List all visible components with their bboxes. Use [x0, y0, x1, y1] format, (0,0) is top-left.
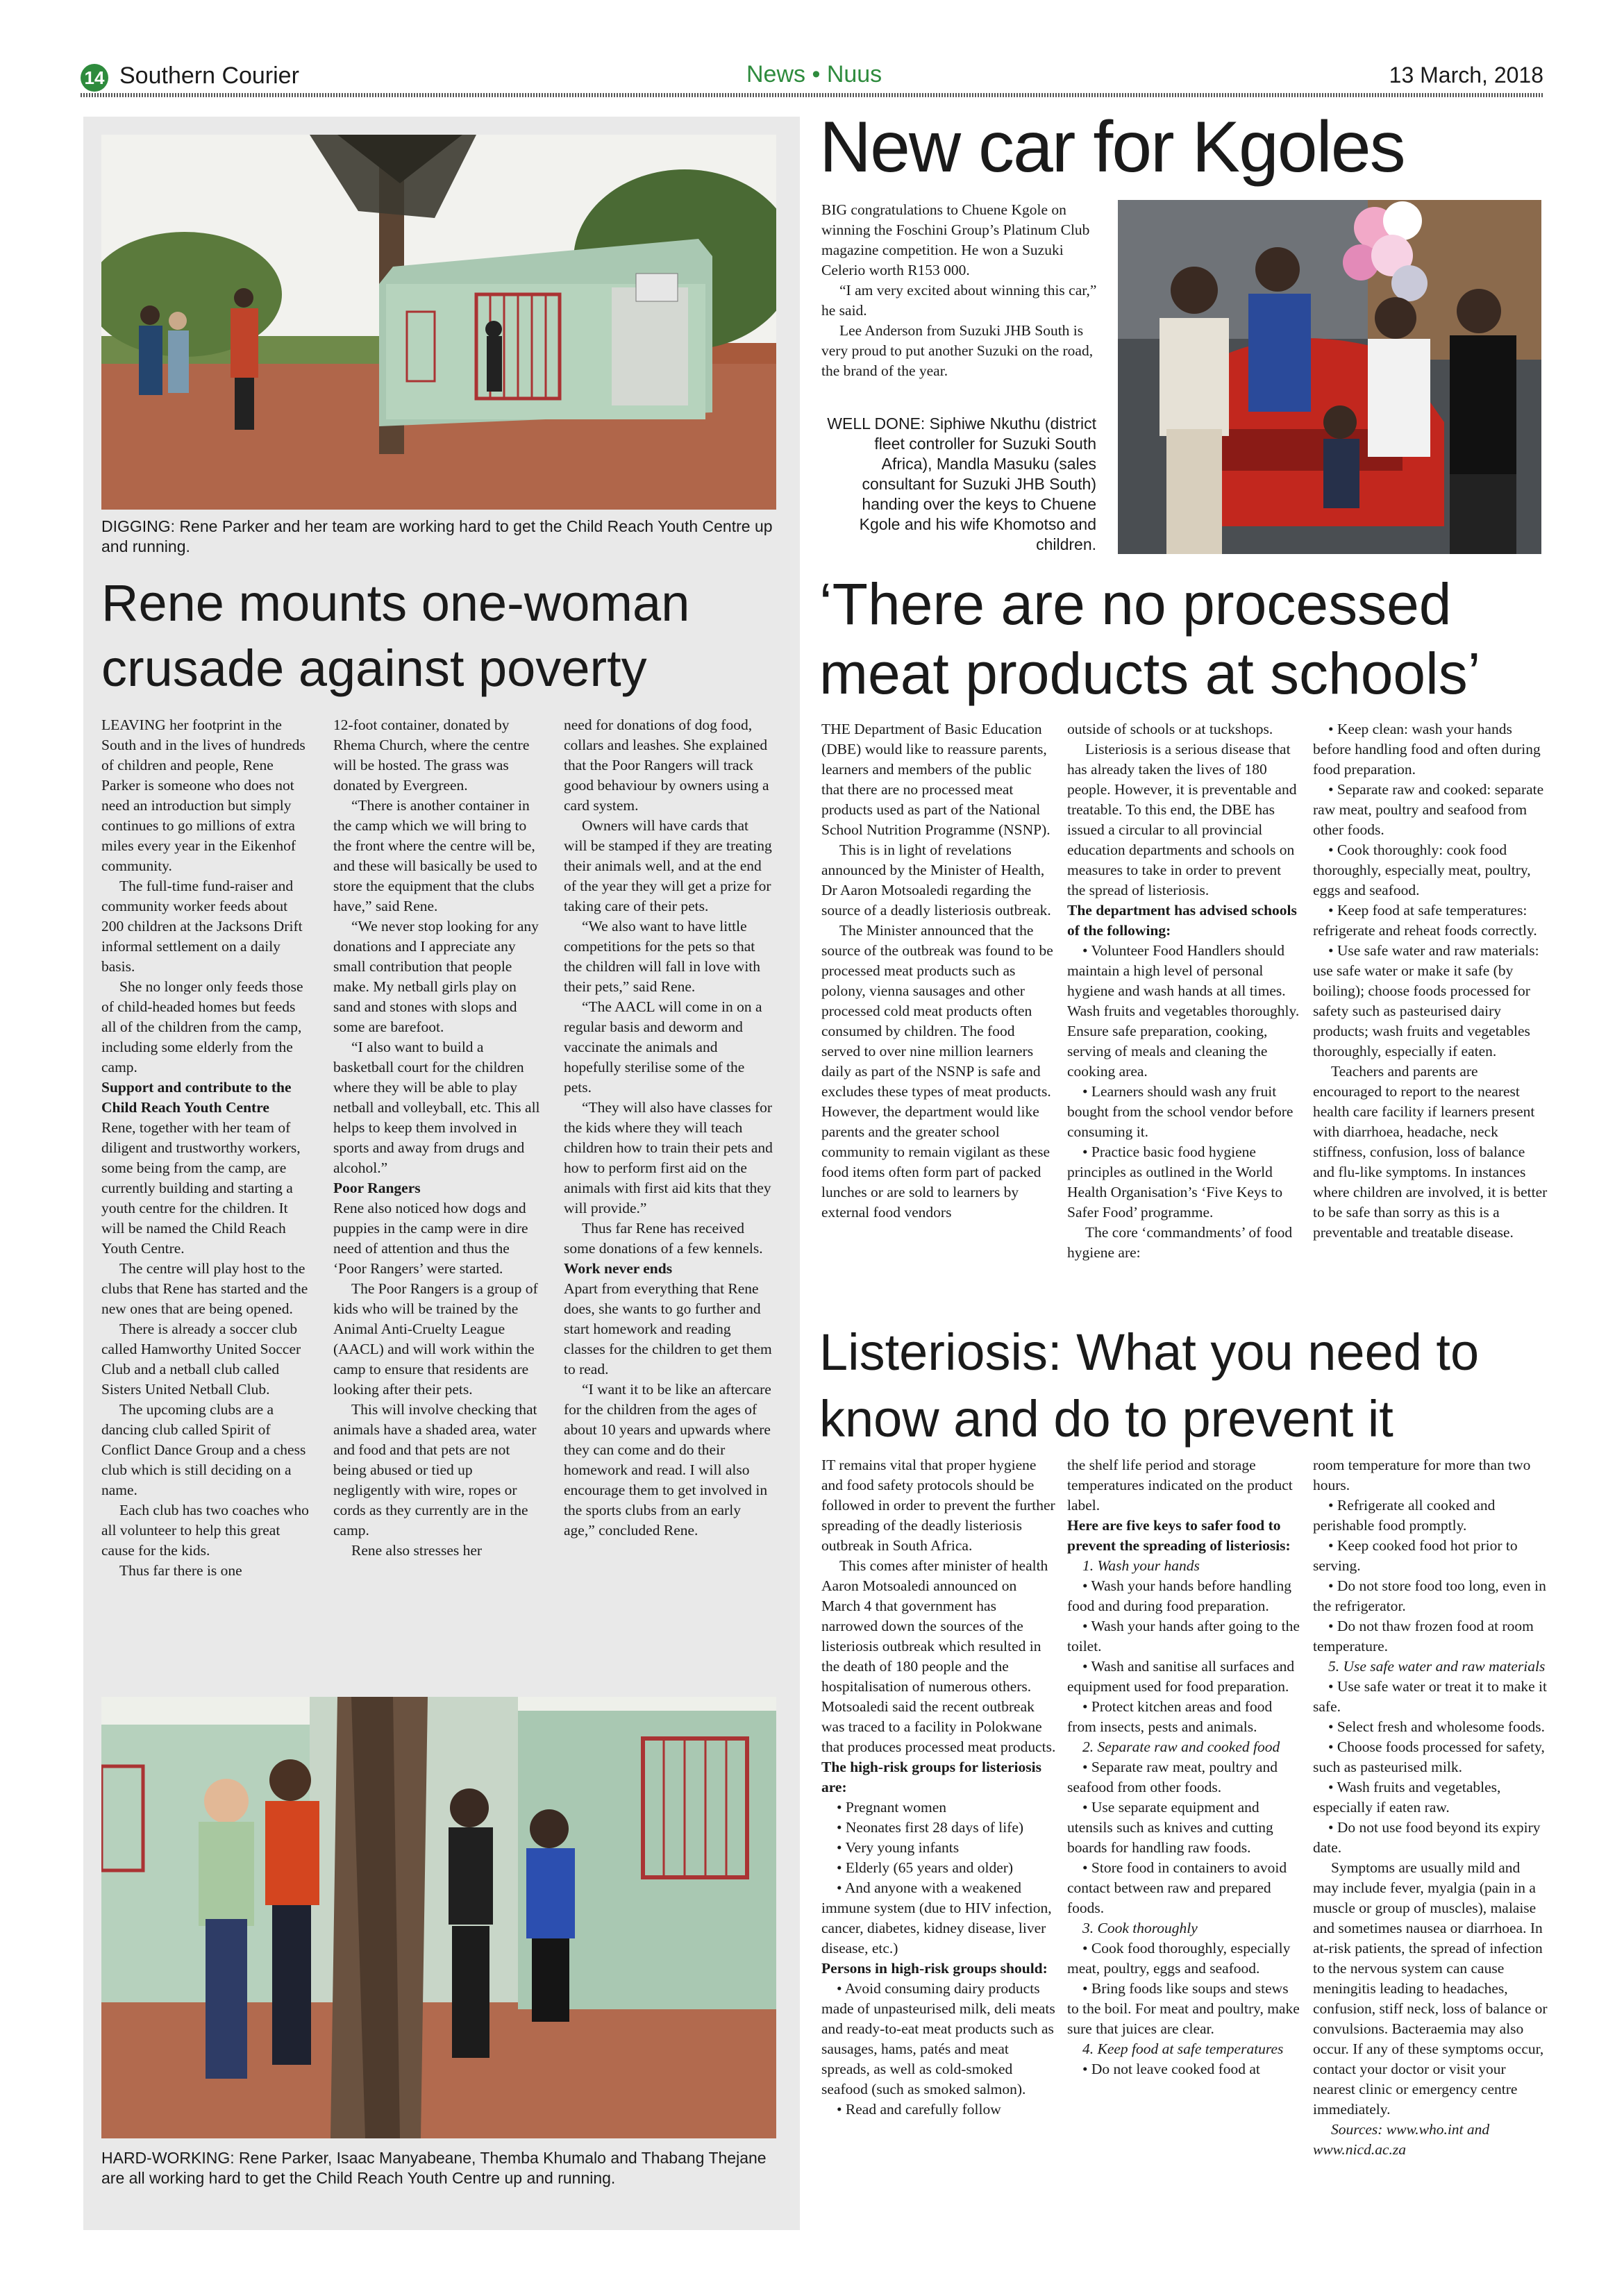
paragraph: “I want it to be like an aftercare for the children from the ages of about 10 years and upwards where they can come and do their homework and read. I will also encourage them to get involved in the sports clubs from an early age,” concluded Rene.	[564, 1381, 771, 1539]
bullet-item: • Elderly (65 years and older)	[837, 1859, 1014, 1876]
subheading: Support and contribute to the Child Reach Youth Centre	[101, 1079, 292, 1116]
paragraph: BIG congratulations to Chuene Kgole on winning the Foschini Group’s Platinum Club magazine competition. He won a Suzuki Celerio worth R153 000.	[821, 201, 1090, 278]
bullet-item: • Refrigerate all cooked and perishable food promptly.	[1313, 1497, 1496, 1534]
paragraph: The upcoming clubs are a dancing club called Spirit of Conflict Dance Group and a chess club which is still deciding on a name.	[101, 1401, 306, 1498]
paragraph: The full-time fund-raiser and community worker feeds about 200 children at the Jacksons Drift informal settlement on a daily basis.	[101, 878, 303, 975]
numbered-key: 4. Keep food at safe temperatures	[1082, 2041, 1284, 2057]
paragraph: This is in light of revelations announced by the Minister of Health, Dr Aaron Motsoaledi regarding the source of a deadly listeriosis outbreak.	[821, 841, 1051, 919]
subheading: Persons in high-risk groups should:	[821, 1960, 1048, 1977]
newspaper-name: Southern Courier	[119, 62, 299, 89]
digging-photo-caption: DIGGING: Rene Parker and her team are working hard to get the Child Reach Youth Centre up and running.	[101, 517, 773, 555]
paragraph: Thus far there is one	[119, 1562, 242, 1579]
bullet-item: • Cook food thoroughly, especially meat, poultry, eggs and seafood.	[1067, 1940, 1291, 1977]
subheading: Poor Rangers	[333, 1180, 421, 1196]
bullet-item: • Do not store food too long, even in the refrigerator.	[1313, 1577, 1546, 1614]
paragraph: outside of schools or at tuckshops.	[1067, 721, 1273, 737]
bullet-item: • Wash your hands before handling food and during food preparation.	[1067, 1577, 1291, 1614]
bullet-item: • Separate raw meat, poultry and seafood from other foods.	[1067, 1759, 1278, 1795]
bullet-item: • Wash fruits and vegetables, especially if eaten raw.	[1313, 1779, 1501, 1816]
paragraph: “I also want to build a basketball court for the children where they will be able to play netball and volleyball, etc. This all helps to keep them involved in sports and away from drugs and alcohol.”	[333, 1039, 540, 1176]
meat-column-2	[1067, 719, 1302, 1263]
bullet-item: • Use safe water and raw materials: use safe water or make it safe (by boiling); choose foods processed for safety such as pasteurised dairy products; wash fruits and vegetables thoroughly, especially if eaten.	[1313, 942, 1539, 1059]
subheading: Work never ends	[564, 1260, 673, 1277]
paragraph: “There is another container in the camp which we will bring to the front where the centre will be, and these will basically be used to store the equipment that the clubs have,” said Rene.	[333, 797, 537, 914]
paragraph: The core ‘commandments’ of food hygiene are:	[1067, 1224, 1293, 1261]
header-rule	[81, 93, 1543, 97]
paragraph: room temperature for more than two hours.	[1313, 1457, 1531, 1493]
paragraph: 12-foot container, donated by Rhema Church, where the centre will be hosted. The grass was donated by Evergreen.	[333, 717, 530, 794]
paragraph: “I am very excited about winning this car,” he said.	[821, 282, 1097, 319]
paragraph: She no longer only feeds those of child-headed homes but feeds all of the children from the camp, including some elderly from the camp.	[101, 978, 303, 1075]
subheading: The high-risk groups for listeriosis are:	[821, 1759, 1041, 1795]
listeriosis-column-1	[821, 1455, 1056, 2120]
paragraph: Teachers and parents are encouraged to report to the nearest health care facility if learners present with diarrhoea, headache, neck stiffness, confusion, loss of balance and flu-like symptoms. In instances where children are involved, it is better to be safe than sorry as this is a preventable and treatable disease.	[1313, 1063, 1548, 1241]
listeriosis-headline: Listeriosis: What you need to know and do to prevent it	[819, 1323, 1480, 1448]
bullet-item: • Keep food at safe temperatures: refrigerate and reheat foods correctly.	[1313, 902, 1537, 939]
paragraph: “We never stop looking for any donations and I appreciate any small contribution that people make. My netball girls play on sand and stones with slops and some are barefoot.	[333, 918, 539, 1035]
kgole-headline: New car for Kgoles	[819, 107, 1405, 187]
bullet-item: • Store food in containers to avoid contact between raw and prepared foods.	[1067, 1859, 1287, 1916]
meat-column-1	[821, 719, 1056, 1223]
rene-column-2	[333, 715, 543, 1561]
bullet-item: • Do not use food beyond its expiry date.	[1313, 1819, 1541, 1856]
bullet-item: • Read and carefully follow	[837, 2101, 1001, 2118]
rene-headline: Rene mounts one-woman crusade against poverty	[101, 574, 690, 697]
bullet-item: • And anyone with a weakened immune system (due to HIV infection, cancer, diabetes, kidney disease, liver disease, etc.)	[821, 1879, 1052, 1956]
paragraph: Rene also stresses her	[351, 1542, 483, 1559]
paragraph: This comes after minister of health Aaron Motsoaledi announced on March 4 that government has narrowed down the sources of the listeriosis outbreak which resulted in the death of 180 people and the hospitalisation of numerous others. Motsoaledi said the recent outbreak was traced to a facility in Polokwane that produces processed meat products.	[821, 1557, 1056, 1755]
section-label: News • Nuus	[746, 61, 882, 87]
bullet-item: • Use separate equipment and utensils such as knives and cutting boards for handling raw foods.	[1067, 1799, 1273, 1856]
paragraph: This will involve checking that animals have a shaded area, water and food and that pets are not being abused or tied up negligently with wire, ropes or cords as they currently are in the camp.	[333, 1401, 537, 1539]
rene-column-3	[564, 715, 773, 1541]
paragraph: Rene, together with her team of diligent and trustworthy workers, some being from the camp, are currently building and starting a youth centre for the children. It will be named the Child Reach Youth Centre.	[101, 1119, 301, 1257]
bullet-item: • Cook thoroughly: cook food thoroughly, especially meat, poultry, eggs and seafood.	[1313, 841, 1531, 898]
team-photo	[101, 1697, 776, 2138]
paragraph: The centre will play host to the clubs that Rene has started and the new ones that are being opened.	[101, 1260, 308, 1317]
bullet-item: • Do not thaw frozen food at room temperature.	[1313, 1618, 1534, 1654]
paragraph: “They will also have classes for the kids where they will teach children how to train their pets and how to perform first aid on the animals with first aid kits that they will provide.”	[564, 1099, 773, 1216]
paragraph: LEAVING her footprint in the South and in the lives of hundreds of children and people, Rene Parker is someone who does not need an introduction but simply continues to go millions of extra miles every year in the Eikenhof community.	[101, 717, 305, 874]
numbered-key: 1. Wash your hands	[1082, 1557, 1200, 1574]
kgole-photo-caption: WELL DONE: Siphiwe Nkuthu (district fleet controller for Suzuki South Africa), Mandla Masuku (sales consultant for Suzuki JHB South) handing over the keys to Chuene Kgole and his wife Khomotso and children.	[827, 414, 1096, 553]
subheading: The department has advised schools of the following:	[1067, 902, 1297, 939]
paragraph: Lee Anderson from Suzuki JHB South is very proud to put another Suzuki on the road, the brand of the year.	[821, 322, 1094, 379]
paragraph: The Poor Rangers is a group of kids who will be trained by the Animal Anti-Cruelty League (AACL) and will work within the camp to ensure that residents are looking after their pets.	[333, 1280, 538, 1398]
paragraph: the shelf life period and storage temperatures indicated on the product label.	[1067, 1457, 1293, 1514]
bullet-item: • Separate raw and cooked: separate raw meat, poultry and seafood from other foods.	[1313, 781, 1544, 838]
paragraph: Thus far Rene has received some donations of a few kennels.	[564, 1220, 763, 1257]
issue-date: 13 March, 2018	[1389, 62, 1543, 87]
rene-column-1	[101, 715, 311, 1581]
paragraph: need for donations of dog food, collars and leashes. She explained that the Poor Rangers will track good behaviour by owners using a card system.	[564, 717, 769, 814]
bullet-item: • Select fresh and wholesome foods.	[1328, 1718, 1546, 1735]
subheading: Here are five keys to safer food to prevent the spreading of listeriosis:	[1067, 1517, 1291, 1554]
bullet-item: • Neonates first 28 days of life)	[837, 1819, 1024, 1836]
numbered-key: 3. Cook thoroughly	[1082, 1920, 1198, 1936]
bullet-item: • Keep cooked food hot prior to serving.	[1313, 1537, 1518, 1574]
bullet-item: • Volunteer Food Handlers should maintain a high level of personal hygiene and wash hands at all times. Wash fruits and vegetables thoroughly. Ensure safe preparation, cooking, serving of meals and cleaning the cooking area.	[1067, 942, 1300, 1080]
bullet-item: • Avoid consuming dairy products made of unpasteurised milk, deli meats and ready-to-eat meat products such as sausages, hams, patés and meat spreads, as well as cold-smoked seafood (such as smoked salmon).	[821, 1980, 1055, 2097]
bullet-item: • Protect kitchen areas and food from insects, pests and animals.	[1067, 1698, 1273, 1735]
numbered-key: 5. Use safe water and raw materials	[1328, 1658, 1546, 1675]
listeriosis-column-3	[1313, 1455, 1548, 2160]
listeriosis-column-2	[1067, 1455, 1302, 2079]
kgole-photo	[1118, 200, 1541, 554]
paragraph: Apart from everything that Rene does, she wants to go further and start homework and reading classes for the children to get them to read.	[564, 1280, 772, 1377]
paragraph: Each club has two coaches who all volunteer to help this great cause for the kids.	[101, 1502, 309, 1559]
paragraph: Rene also noticed how dogs and puppies in the camp were in dire need of attention and thus the ‘Poor Rangers’ were started.	[333, 1200, 528, 1277]
bullet-item: • Keep clean: wash your hands before handling food and often during food preparation.	[1313, 721, 1541, 778]
bullet-item: • Very young infants	[837, 1839, 960, 1856]
bullet-item: • Learners should wash any fruit bought from the school vendor before consuming it.	[1067, 1083, 1294, 1140]
meat-headline: ‘There are no processed meat products at schools’	[819, 571, 1481, 706]
paragraph: “The AACL will come in on a regular basis and deworm and vaccinate the animals and hopefully sterilise some of the pets.	[564, 998, 762, 1096]
bullet-item: • Do not leave cooked food at	[1082, 2061, 1260, 2077]
meat-column-3	[1313, 719, 1548, 1243]
bullet-item: • Wash and sanitise all surfaces and equipment used for food preparation.	[1067, 1658, 1295, 1695]
numbered-key: 2. Separate raw and cooked food	[1082, 1738, 1280, 1755]
page-number-badge: 14	[81, 64, 108, 92]
bullet-item: • Use safe water or treat it to make it safe.	[1313, 1678, 1547, 1715]
kgole-body	[821, 200, 1099, 381]
paragraph: THE Department of Basic Education (DBE) would like to reassure parents, learners and members of the public that there are no processed meat products used as part of the National School Nutrition Programme (NSNP).	[821, 721, 1050, 838]
paragraph: “We also want to have little competitions for the pets so that the children will fall in love with their pets,” said Rene.	[564, 918, 761, 995]
paragraph: There is already a soccer club called Hamworthy United Soccer Club and a netball club called Sisters United Netball Club.	[101, 1321, 301, 1398]
bullet-item: • Choose foods processed for safety, such as pasteurised milk.	[1313, 1738, 1545, 1775]
bullet-item: • Practice basic food hygiene principles as outlined in the World Health Organisation’s ‘Five Keys to Safer Food’ programme.	[1067, 1143, 1283, 1221]
digging-photo	[101, 135, 776, 510]
bullet-item: • Pregnant women	[837, 1799, 946, 1816]
paragraph: IT remains vital that proper hygiene and food safety protocols should be followed in order to prevent the further spreading of the deadly listeriosis outbreak in South Africa.	[821, 1457, 1055, 1554]
paragraph: Listeriosis is a serious disease that has already taken the lives of 180 people. However, it is preventable and treatable. To this end, the DBE has issued a circular to all provincial education departments and schools on measures to take in order to prevent the spread of listeriosis.	[1067, 741, 1297, 898]
bullet-item: • Wash your hands after going to the toilet.	[1067, 1618, 1300, 1654]
paragraph: Sources: www.who.int and www.nicd.ac.za	[1313, 2121, 1490, 2158]
bullet-item: • Bring foods like soups and stews to the boil. For meat and poultry, make sure that juices are clear.	[1067, 1980, 1300, 2037]
paragraph: The Minister announced that the source of the outbreak was found to be processed meat products such as polony, vienna sausages and other processed cold meat products often consumed by children. The food served to over nine million learners daily as part of the NSNP is safe and excludes these types of meat products. However, the department would like parents and the greater school community to remain vigilant as these food items often form part of packed lunches or are sold to learners by external food vendors	[821, 922, 1053, 1221]
team-photo-caption: HARD-WORKING: Rene Parker, Isaac Manyabeane, Themba Khumalo and Thabang Thejane are all working hard to get the Child Reach Youth Centre up and running.	[101, 2149, 767, 2187]
paragraph: Symptoms are usually mild and may include fever, myalgia (pain in a muscle or group of muscles), malaise and sometimes nausea or diarrhoea. In at-risk patients, the spread of infection to the nervous system can cause meningitis leading to headaches, confusion, stiff neck, loss of balance or convulsions. Bacteraemia may also occur. If any of these symptoms occur, contact your doctor or visit your nearest clinic or emergency centre immediately.	[1313, 1859, 1548, 2118]
paragraph: Owners will have cards that will be stamped if they are treating their animals well, and at the end of the year they will get a prize for taking care of their pets.	[564, 817, 772, 914]
